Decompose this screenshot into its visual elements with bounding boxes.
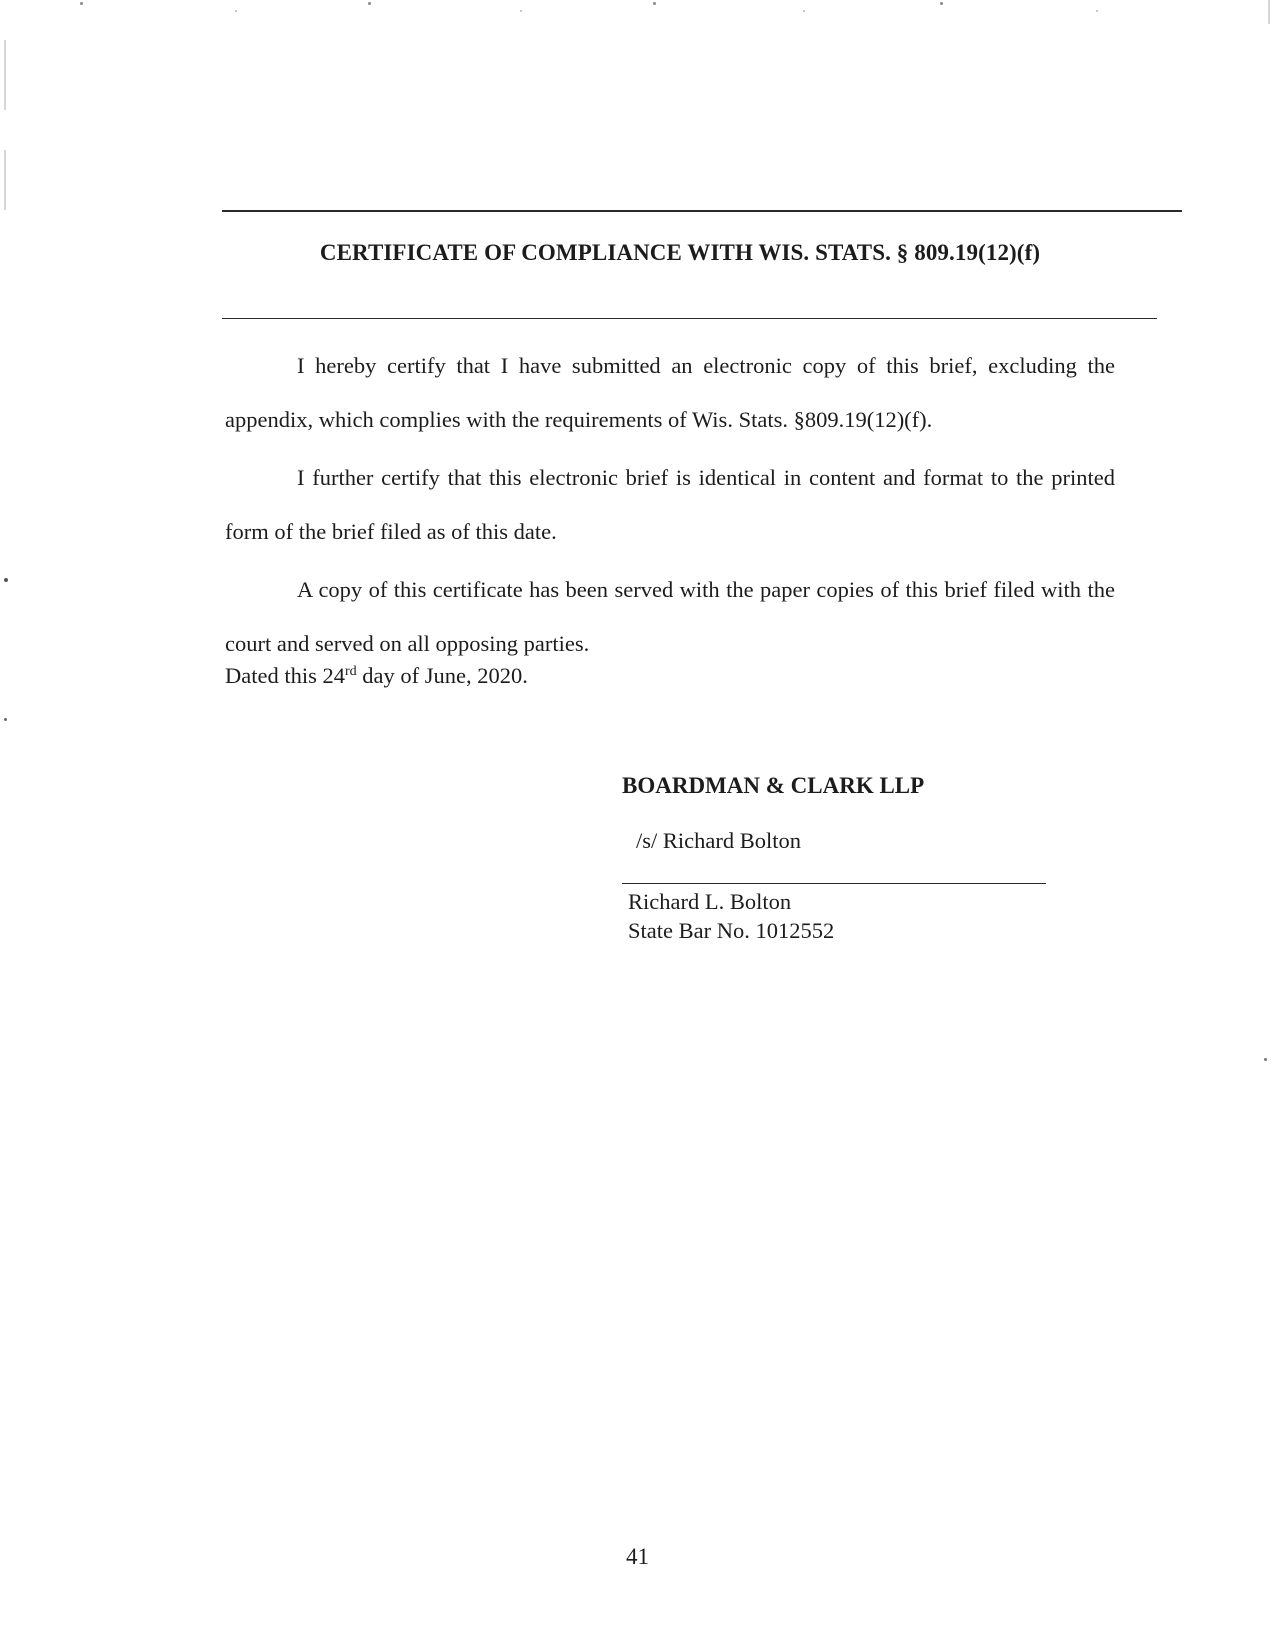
scan-speck	[803, 10, 805, 12]
scan-edge-mark	[1268, 0, 1270, 24]
heading-rule	[222, 318, 1157, 319]
paragraph-service	[225, 563, 1115, 671]
paragraph-text: A copy of this certificate has been served with the paper copies of this brief filed with the court and served on all opposing parties.	[225, 577, 1115, 656]
paragraph-electronic-copy	[225, 339, 1115, 447]
signer-name: Richard L. Bolton	[628, 889, 792, 914]
scan-speck	[368, 2, 371, 5]
page-number: 41	[626, 1544, 649, 1569]
scan-speck	[4, 578, 8, 582]
signer-bar-number: State Bar No. 1012552	[628, 918, 835, 943]
scan-speck	[520, 10, 522, 12]
scan-speck	[653, 2, 656, 5]
scan-edge-mark	[4, 150, 6, 210]
paragraph-identical-content	[225, 451, 1115, 559]
certificate-heading: CERTIFICATE OF COMPLIANCE WITH WIS. STATS. § 809.19(12)(f)	[319, 240, 1041, 265]
scan-speck	[235, 10, 237, 12]
signature-line	[622, 883, 1046, 884]
top-rule	[222, 210, 1182, 212]
scan-speck	[80, 2, 83, 5]
electronic-signature: /s/ Richard Bolton	[636, 828, 801, 853]
scan-speck	[940, 2, 943, 5]
scan-speck	[1096, 10, 1098, 12]
paragraph-text: I further certify that this electronic brief is identical in content and format to the printed form of the brief filed as of this date.	[225, 465, 1115, 544]
signer-info	[628, 887, 834, 945]
paragraph-text: I hereby certify that I have submitted an electronic copy of this brief, excluding the appendix, which complies with the requirements of Wis. Stats. §809.19(12)(f).	[225, 353, 1115, 432]
dated-line	[225, 663, 528, 689]
dated-prefix: Dated this 24	[225, 663, 345, 688]
scan-speck	[1264, 1058, 1267, 1061]
scan-speck	[4, 718, 7, 721]
scan-edge-mark	[4, 40, 6, 110]
dated-rest: day of June, 2020.	[356, 663, 528, 688]
dated-ordinal-suffix: rd	[344, 664, 357, 679]
firm-name: BOARDMAN & CLARK LLP	[622, 773, 925, 798]
